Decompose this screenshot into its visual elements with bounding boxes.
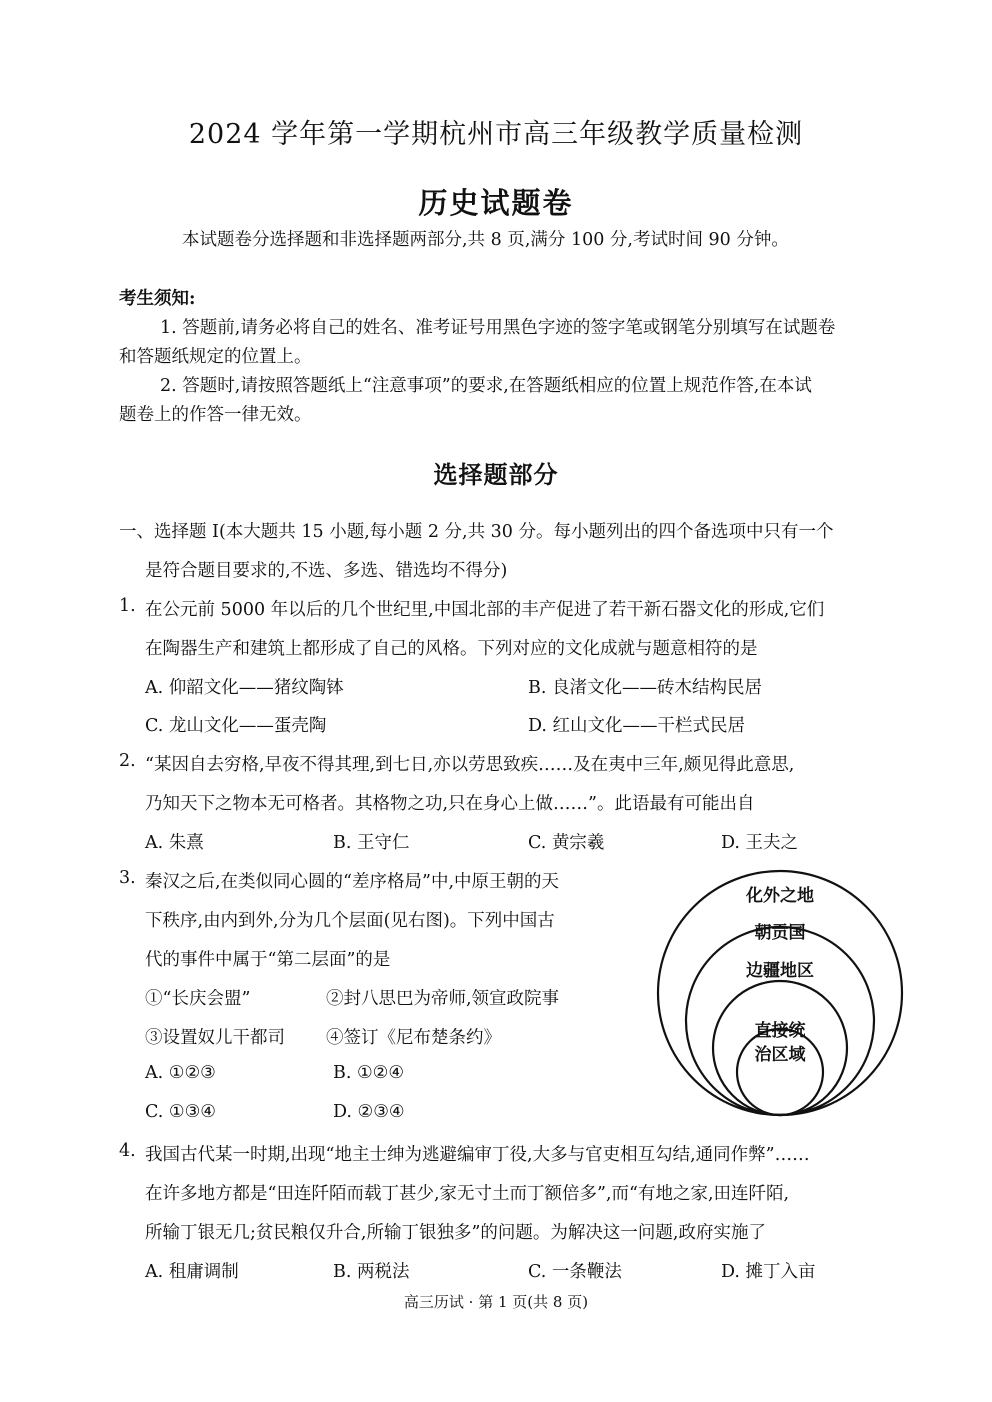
question-4-option-a[interactable]: A. 租庸调制 <box>145 1262 239 1282</box>
question-2-line-2: 乃知天下之物本无可格者。其格物之功,只在身心上做……”。此语最有可能出自 <box>145 794 755 814</box>
question-1-option-c[interactable]: C. 龙山文化——蛋壳陶 <box>145 716 327 736</box>
question-3-option-d[interactable]: D. ②③④ <box>333 1102 405 1122</box>
question-3-line-3: 代的事件中属于“第二层面”的是 <box>145 950 391 970</box>
question-1-option-a[interactable]: A. 仰韶文化——猪纹陶钵 <box>145 678 344 698</box>
question-1-line-2: 在陶器生产和建筑上都形成了自己的风格。下列对应的文化成就与题意相符的是 <box>145 639 758 659</box>
question-3-item-2: ②封八思巴为帝师,领宣政院事 <box>326 989 560 1009</box>
question-3-option-c[interactable]: C. ①③④ <box>145 1102 216 1122</box>
notice-item-1-line-2: 和答题纸规定的位置上。 <box>119 347 312 367</box>
ring-core <box>737 1029 823 1115</box>
notice-item-2-line-1: 2. 答题时,请按照答题纸上“注意事项”的要求,在答题纸相应的位置上规范作答,在本试 <box>160 376 812 396</box>
ring-label-third: 边疆地区 <box>746 961 814 981</box>
question-2-line-1: “某因自去穷格,早夜不得其理,到七日,亦以劳思致疾……及在夷中三年,颇见得此意思, <box>145 755 795 775</box>
question-3-line-1: 秦汉之后,在类似同心圆的“差序格局”中,中原王朝的天 <box>145 872 560 892</box>
notice-title: 考生须知: <box>119 289 196 309</box>
question-2-option-c[interactable]: C. 黄宗羲 <box>528 833 605 853</box>
concentric-circle-diagram <box>655 868 905 1118</box>
question-4-line-1: 我国古代某一时期,出现“地主士绅为逃避编审丁役,大多与官吏相互勾结,通同作弊”…… <box>145 1145 810 1165</box>
question-2-number: 2. <box>119 751 136 771</box>
ring-outer <box>658 871 902 1115</box>
ring-label-outer: 化外之地 <box>746 886 814 906</box>
question-1-line-1: 在公元前 5000 年以后的几个世纪里,中国北部的丰产促进了若干新石器文化的形成,它们 <box>145 600 825 620</box>
question-1-option-b[interactable]: B. 良渚文化——砖木结构民居 <box>528 678 762 698</box>
ring-label-second: 朝贡国 <box>754 923 806 943</box>
notice-item-2-line-2: 题卷上的作答一律无效。 <box>119 405 312 425</box>
question-1-option-d[interactable]: D. 红山文化——干栏式民居 <box>528 716 746 736</box>
question-4-line-3: 所输丁银无几;贫民粮仅升合,所输丁银独多”的问题。为解决这一问题,政府实施了 <box>145 1223 766 1243</box>
question-3-number: 3. <box>119 868 136 888</box>
question-1-number: 1. <box>119 596 136 616</box>
question-4-option-b[interactable]: B. 两税法 <box>333 1262 410 1282</box>
question-4-option-c[interactable]: C. 一条鞭法 <box>528 1262 622 1282</box>
notice-item-1-line-1: 1. 答题前,请务必将自己的姓名、准考证号用黑色字迹的签字笔或钢笔分别填写在试题卷 <box>160 318 836 338</box>
question-3-option-a[interactable]: A. ①②③ <box>145 1063 216 1083</box>
question-2-option-b[interactable]: B. 王守仁 <box>333 833 410 853</box>
exam-subtitle: 历史试题卷 <box>418 186 574 220</box>
part1-instruction-line-2: 是符合题目要求的,不选、多选、错选均不得分) <box>145 561 508 581</box>
intro-text: 本试题卷分选择题和非选择题两部分,共 8 页,满分 100 分,考试时间 90 分钟。 <box>182 230 789 250</box>
part1-instruction-line-1: 一、选择题 Ⅰ(本大题共 15 小题,每小题 2 分,共 30 分。每小题列出的四个备选项中只有一个 <box>119 522 834 542</box>
question-2-option-a[interactable]: A. 朱熹 <box>145 833 204 853</box>
question-4-line-2: 在许多地方都是“田连阡陌而载丁甚少,家无寸土而丁额倍多”,而“有地之家,田连阡陌, <box>145 1184 790 1204</box>
question-4-number: 4. <box>119 1141 136 1161</box>
question-3-option-b[interactable]: B. ①②④ <box>333 1063 405 1083</box>
question-3-item-4: ④签订《尼布楚条约》 <box>326 1028 501 1048</box>
question-3-item-1: ①“长庆会盟” <box>145 989 251 1009</box>
question-3-item-3: ③设置奴儿干都司 <box>145 1028 285 1048</box>
page-footer: 高三历试 · 第 1 页(共 8 页) <box>403 1293 589 1311</box>
ring-label-core-line-2: 治区域 <box>754 1045 806 1065</box>
ring-label-core-line-1: 直接统 <box>754 1021 806 1041</box>
exam-title: 2024 学年第一学期杭州市高三年级教学质量检测 <box>188 119 804 150</box>
question-3-line-2: 下秩序,由内到外,分为几个层面(见右图)。下列中国古 <box>145 911 555 931</box>
section-title: 选择题部分 <box>433 460 559 489</box>
question-2-option-d[interactable]: D. 王夫之 <box>721 833 799 853</box>
question-4-option-d[interactable]: D. 摊丁入亩 <box>721 1262 816 1282</box>
